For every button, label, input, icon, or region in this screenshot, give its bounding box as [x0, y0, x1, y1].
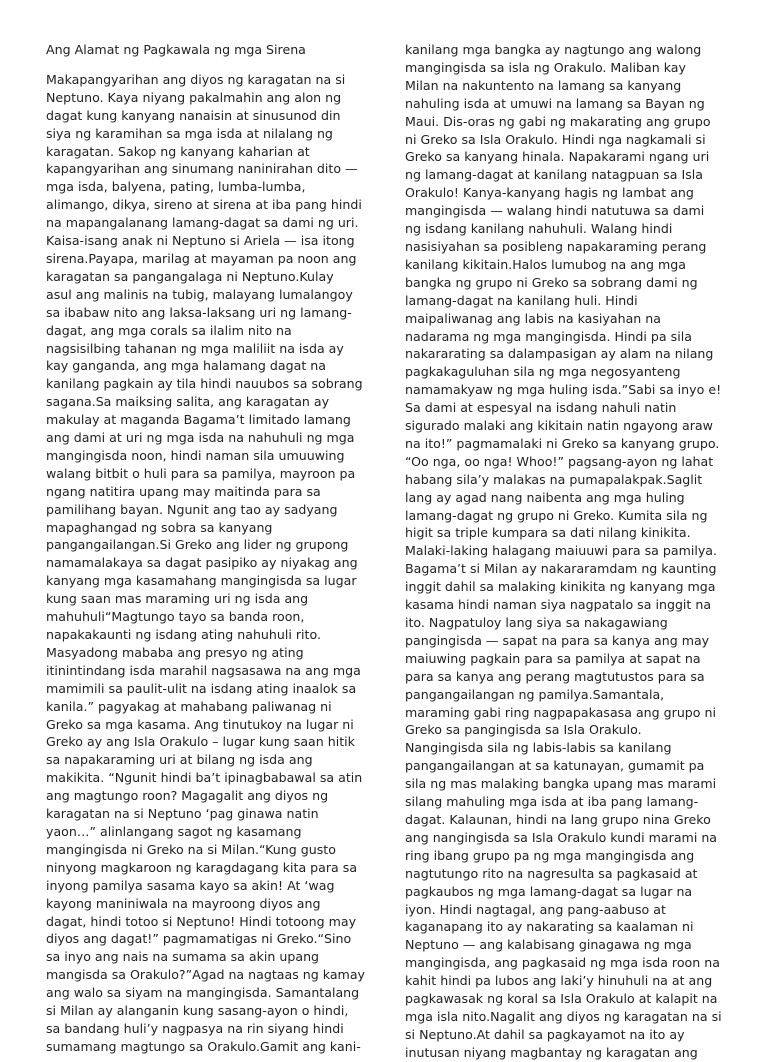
text-line: lang ay agad nang naibenta ang mga huling [405, 489, 685, 505]
text-line: inutusan niyang magbantay ng karagatan ang [405, 1044, 698, 1060]
text-line: si Milan ay alanganin kung sasang-ayon o hindi, [46, 1003, 349, 1019]
text-line: Bagama’t si Milan ay nakararamdam ng kaunting [405, 561, 717, 577]
text-line: kahit hindi pa lubos ang laki’y hinuhuli na at ang [405, 973, 713, 989]
text-line: ng isdang kanilang nahuhuli. Walang hindi [405, 221, 673, 237]
left-column-body [46, 71, 371, 1056]
text-line: bangka ng grupo ni Greko sa sobrang dami ng [405, 274, 698, 290]
text-line: nadarama ng mga mangingisda. Hindi pa sila [405, 328, 692, 344]
text-line: habang sila’y malakas na pumapalakpak.Saglit [405, 471, 703, 487]
text-line: makikita. “Ngunit hindi ba’t ipinagbabawal sa atin [46, 770, 363, 786]
text-line: nagtutungo rito na nagresulta sa pagkasaid at [405, 865, 698, 881]
text-line: kanilang pagkain ay tila hindi nauubos sa sobrang [46, 376, 363, 392]
text-line: siya ng karamihan sa mga isda at nilalang ng [46, 125, 333, 141]
text-line: silang mahuling mga isda at iba pang lamang- [405, 794, 699, 810]
text-line: sa ibabaw nito ang laksa-laksang uri ng lamang- [46, 304, 352, 320]
text-line: asul ang malinis na tubig, malayang lumalangoy [46, 286, 353, 302]
text-line: ang magtungo roon? Magagalit ang diyos ng [46, 788, 329, 804]
text-line: ang walo sa siyam na mangingisda. Samantalang [46, 985, 360, 1001]
text-line: ang nangingisda sa Isla Orakulo kundi marami na [405, 829, 718, 845]
text-line: sa bandang huli’y nagpasya na rin siyang hindi [46, 1020, 344, 1036]
text-line: ang dami at uri ng mga isda na nahuhuli ng mga [46, 430, 355, 446]
text-line: pagkakaguluhan sila ng mga negosyanteng [405, 364, 681, 380]
text-line: Orakulo! Kanya-kanyang hagis ng lambat ang [405, 185, 694, 201]
text-line: mangingisda, ang pagkasaid ng mga isda roon na [405, 955, 720, 971]
text-line: mangingisda noon, hindi naman sila umuuwing [46, 447, 345, 463]
text-line: mga isla nito.Nagalit ang diyos ng karagatan na si [405, 1008, 722, 1024]
text-line: kapangyarihan ang sinumang naninirahan dito — [46, 161, 358, 177]
text-line: para sa kanya ang perang magtutustos para sa [405, 668, 705, 684]
right-column-body [405, 41, 735, 1062]
text-line: Neptuno. Kaya niyang pakalmahin ang alon ng [46, 89, 342, 105]
text-line: na mapangalanang lamang-dagat sa dami ng uri. [46, 215, 359, 231]
text-line: ngang natitira upang may maitinda para sa [46, 483, 321, 499]
text-line: walang bitbit o huli para sa pamilya, mayroon pa [46, 465, 356, 481]
text-line: nasisiyahan sa posibleng napakaraming perang [405, 238, 707, 254]
text-line: sa napakaraming uri at bilang ng isda ang [46, 752, 313, 768]
text-line: dagat. Kalaunan, hindi na lang grupo nina Greko [405, 811, 711, 827]
text-line: lamang-dagat ng grupo ni Greko. Kumita sila ng [405, 507, 708, 523]
text-line: alimango, dikya, sireno at sirena at iba pang hindi [46, 197, 362, 213]
text-line: si Neptuno.At dahil sa pagkayamot na ito ay [405, 1026, 685, 1042]
text-line: lamang-dagat na kanilang huli. Hindi [405, 292, 638, 308]
text-line: kung saan mas maraming uri ng isda ang [46, 591, 309, 607]
text-line: dagat kung kanyang nanaisin at sinusunod din [46, 107, 341, 123]
text-line: pangangailangan ng pamilya.Samantala, [405, 686, 665, 702]
text-line: mamimili sa paulit-ulit na isdang ating inaalok sa [46, 680, 357, 696]
text-line: ni Greko sa Isla Orakulo. Hindi nga nagkamali si [405, 131, 706, 147]
text-line: sirena.Payapa, marilag at mayaman pa noon ang [46, 250, 357, 266]
text-line: mga isda, balyena, pating, lumba-lumba, [46, 179, 306, 195]
text-line: kay ganganda, ang mga halamang dagat na [46, 358, 326, 374]
text-line: inyong pamilya sasama kayo sa akin! At ‘wag [46, 877, 335, 893]
text-line: mapaghangad ng sobra sa kanyang [46, 519, 273, 535]
text-line: Masyadong mababa ang presyo ng ating [46, 644, 304, 660]
text-line: pangangailangan.Si Greko ang lider ng grupong [46, 537, 349, 553]
text-line: kayong maniniwala na mayroong diyos ang [46, 895, 321, 911]
text-line: ninyong magkaroon ng karagdagang kita para sa [46, 859, 358, 875]
text-line: Milan na nakuntento na lamang sa kanyang [405, 77, 682, 93]
text-line: dagat, ang mga corals sa ilalim nito na [46, 322, 292, 338]
text-line: Kaisa-isang anak ni Neptuno si Ariela — isa itong [46, 233, 355, 249]
text-line: Greko sa mga kasama. Ang tinutukoy na lugar ni [46, 716, 354, 732]
text-line: na ito!” pagmamalaki ni Greko sa kanyang grupo. [405, 435, 720, 451]
text-line: sila ng mas malaking bangka upang mas marami [405, 776, 717, 792]
text-line: “Oo nga, oo nga! Whoo!” pagsang-ayon ng lahat [405, 453, 714, 469]
text-line: maiuwing pagkain para sa pamilya at sapat na [405, 650, 701, 666]
text-line: pagkaubos ng mga lamang-dagat sa lugar na [405, 883, 693, 899]
text-line: mangingisda — walang hindi natutuwa sa dami [405, 203, 705, 219]
text-line: namamakyaw ng mga huling isda.”Sabi sa inyo e! [405, 382, 722, 398]
right-column [405, 41, 735, 1062]
text-line: mangingisda sa isla ng Orakulo. Maliban kay [405, 59, 686, 75]
text-line: kanyang mga kasamahang mangingisda sa lugar [46, 573, 357, 589]
text-line: karagatan. Sakop ng kanyang kaharian at [46, 143, 310, 159]
text-line: iyon. Hindi nagtagal, ang pang-aabuso at [405, 901, 666, 917]
text-line: nagsisilbing tahanan ng mga maliliit na isda ay [46, 340, 344, 356]
text-line: Greko ay ang Isla Orakulo – lugar kung saan hitik [46, 734, 355, 750]
text-line: karagatan sa pangangalaga ni Neptuno.Kulay [46, 268, 334, 284]
text-line: dagat, hindi totoo si Neptuno! Hindi totoong may [46, 913, 357, 929]
text-line: higit sa triple kumpara sa dati nilang kinikita. [405, 525, 691, 541]
text-line: Nangingisda sila ng labis-labis sa kanilang [405, 740, 672, 756]
text-line: sagana.Sa maiksing salita, ang karagatan ay [46, 394, 330, 410]
text-line: sumamang magtungo sa Orakulo.Gamit ang kani- [46, 1038, 361, 1054]
text-line: pagkawasak ng koral sa Isla Orakulo at kalapit na [405, 991, 718, 1007]
text-line: pangingisda — sapat na para sa kanya ang may [405, 632, 710, 648]
text-line: mangingisda ni Greko na si Milan.“Kung gusto [46, 841, 336, 857]
text-line: Greko sa kanyang hinala. Napakarami ngang uri [405, 149, 710, 165]
text-line: nakararating sa dalampasigan ay alam na nilang [405, 346, 714, 362]
text-line: ito. Nagpatuloy lang siya sa nakagawiang [405, 615, 668, 630]
text-line: yaon…” alinlangang sagot ng kasamang [46, 823, 302, 839]
text-line: kasama hindi naman siya nagpatalo sa inggit na [405, 597, 712, 613]
text-line: karagatan na si Neptuno ‘pag ginawa natin [46, 806, 319, 822]
text-line: Makapangyarihan ang diyos ng karagatan na si [46, 71, 346, 87]
text-line: mangisda sa Orakulo?”Agad na nagtaas ng kamay [46, 967, 365, 983]
text-line: pamilihang bayan. Ngunit ang tao ay sadyang [46, 501, 338, 517]
text-line: napakakaunti ng isdang ating nahuhuli rito. [46, 627, 321, 642]
text-line: kaganapang ito ay nakarating sa kaalaman ni [405, 919, 694, 935]
document-title: Ang Alamat ng Pagkawala ng mga Sirena [46, 42, 306, 57]
text-line: Greko sa pangingisda sa Isla Orakulo. [405, 722, 642, 738]
text-line: kanila.” pagyakag at mahabang paliwanag ni [46, 698, 332, 714]
text-line: sa inyo ang nais na sumama sa akin upang [46, 949, 320, 965]
text-line: diyos ang dagat!” pagmamatigas ni Greko.“Sino [46, 931, 352, 947]
text-line: namamalakaya sa dagat pasipiko ay niyakag ang [46, 555, 358, 571]
text-line: Malaki-laking halagang maiuuwi para sa pamilya. [405, 543, 718, 559]
text-line: ng lamang-dagat at kanilang natagpuan sa Isla [405, 167, 703, 183]
text-line: itinintindang isda marahil nagsasawa na ang mga [46, 662, 361, 678]
text-line: maraming gabi ring nagpapakasasa ang grupo ni [405, 704, 716, 720]
text-line: pangangailangan at sa katunayan, gumamit pa [405, 758, 705, 774]
text-line: kanilang mga bangka ay nagtungo ang walong [405, 42, 702, 57]
text-line: Neptuno — ang kalabisang ginagawa ng mga [405, 937, 692, 953]
text-line: makulay at maganda Bagama’t limitado lamang [46, 412, 351, 428]
text-line: Maui. Dis-oras ng gabi ng makarating ang grupo [405, 113, 711, 129]
text-line: inggit dahil sa malaking kinikita ng kanyang mga [405, 579, 716, 595]
text-line: mahuhuli“Magtungo tayo sa banda roon, [46, 609, 305, 625]
text-line: kanilang kikitain.Halos lumubog na ang mga [405, 256, 686, 272]
text-line: maipaliwanag ang labis na kasiyahan na [405, 310, 661, 326]
text-line: nahuling isda at umuwi na lamang sa Bayan ng [405, 95, 705, 111]
left-column [46, 41, 371, 1056]
text-line: ring ibang grupo pa ng mga mangingisda ang [405, 847, 695, 863]
text-line: sigurado malaki ang kikitain natin ngayong araw [405, 418, 713, 434]
text-line: Sa dami at espesyal na isdang nahuli natin [405, 400, 677, 416]
